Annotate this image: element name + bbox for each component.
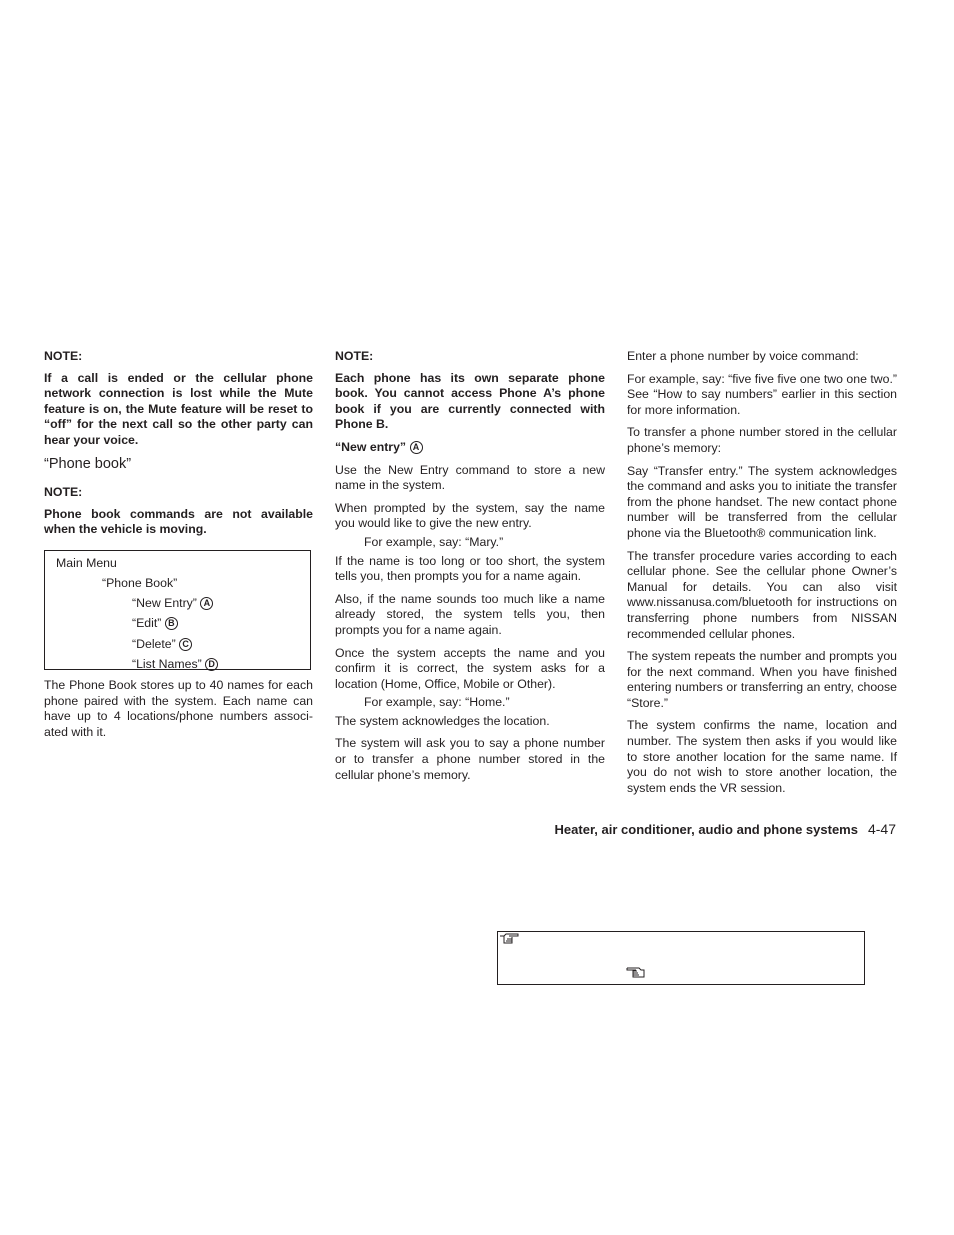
marker-c: C: [179, 638, 192, 651]
example-line: For example, say: “Home.”: [364, 695, 510, 710]
paragraph: If the name is too long or too short, the system tells you, then prompts you for a name again.: [335, 553, 605, 584]
storage-paragraph: The Phone Book stores up to 40 names for each phone paired with the system. Each name can have up to 4 locations/phone numbers associ-ated with it.: [44, 677, 313, 739]
phone-book-menu-diagram: [44, 550, 311, 670]
note-text-moving: Phone book commands are not available when the vehicle is moving.: [44, 506, 313, 537]
menu-item-main: Main Menu: [56, 555, 117, 570]
marker-a: A: [200, 597, 213, 610]
pointing-hand-right-icon: [499, 932, 521, 946]
phone-book-heading: “Phone book”: [44, 455, 132, 472]
section-title: Heater, air conditioner, audio and phone systems: [554, 822, 858, 837]
page-footer: [555, 822, 896, 838]
menu-item-new-entry: “New Entry” A: [132, 596, 213, 612]
new-entry-heading: “New entry” A: [335, 440, 605, 456]
paragraph: The system repeats the number and prompts you for the next command. When you have finished entering numbers or transferring an entry, choose “Store.”: [627, 649, 897, 710]
menu-item-phone-book: “Phone Book”: [102, 575, 178, 590]
note-heading: NOTE:: [335, 349, 374, 363]
column-right: [627, 349, 897, 803]
paragraph: For example, say: “five five five one two one two.” See “How to say numbers” earlier in this section for more information.: [627, 371, 897, 417]
paragraph: The system confirms the name, location and number. The system then asks if you would like to store another location for the same name. If you do not wish to store another location, the system ends the VR session.: [627, 718, 897, 795]
pointing-hand-left-icon: [624, 966, 646, 980]
marker-d: D: [205, 658, 218, 671]
page-number: 4-47: [867, 821, 896, 837]
note-heading: NOTE:: [44, 485, 83, 500]
example-line: For example, say: “Mary.”: [364, 534, 504, 549]
menu-item-edit: “Edit” B: [132, 616, 178, 632]
paragraph: To transfer a phone number stored in the cellular phone’s memory:: [627, 425, 897, 455]
paragraph: Also, if the name sounds too much like a name already stored, the system tells you, then prompts you for a name again.: [335, 591, 605, 637]
menu-item-delete: “Delete” C: [132, 637, 192, 653]
paragraph: Enter a phone number by voice command:: [627, 349, 859, 363]
paragraph: The transfer procedure varies according to each cellular phone. See the cellular phone Owner’s Manual for details. You can also visit www.nissanusa.com/bluetooth for instructions on transferring phone numbers from NISSAN recommended cellular phones.: [627, 548, 897, 641]
note-heading: NOTE:: [44, 349, 83, 363]
paragraph: The system acknowledges the location.: [335, 713, 550, 728]
paragraph: The system will ask you to say a phone number or to transfer a phone number stored in the cellular phone’s memory.: [335, 736, 605, 782]
column-middle: [335, 349, 605, 790]
marker-a: A: [410, 441, 423, 454]
paragraph: When prompted by the system, say the name you would like to give the new entry.: [335, 500, 605, 531]
menu-item-list-names: “List Names” D: [132, 657, 218, 673]
index-reference-box: [497, 931, 865, 985]
paragraph: Use the New Entry command to store a new name in the system.: [335, 462, 605, 493]
note-text-separate-phone-book: Each phone has its own separate phone book. You cannot access Phone A’s phone book if you are currently connected with Phone B.: [335, 370, 605, 432]
paragraph: Once the system accepts the name and you confirm it is correct, the system asks for a location (Home, Office, Mobile or Other).: [335, 645, 605, 691]
paragraph: Say “Transfer entry.” The system acknowledges the command and asks you to initiate the transfer from the phone handset. The new contact phone number will be transferred from the cellular phone via the Bluetooth® communication link.: [627, 463, 897, 540]
column-left: [44, 349, 313, 747]
marker-b: B: [165, 617, 178, 630]
note-text-mute: If a call is ended or the cellular phone network connection is lost while the Mute feature is on, the Mute feature will be reset to “off” for the next call so the other party can hear your voice.: [44, 370, 313, 447]
